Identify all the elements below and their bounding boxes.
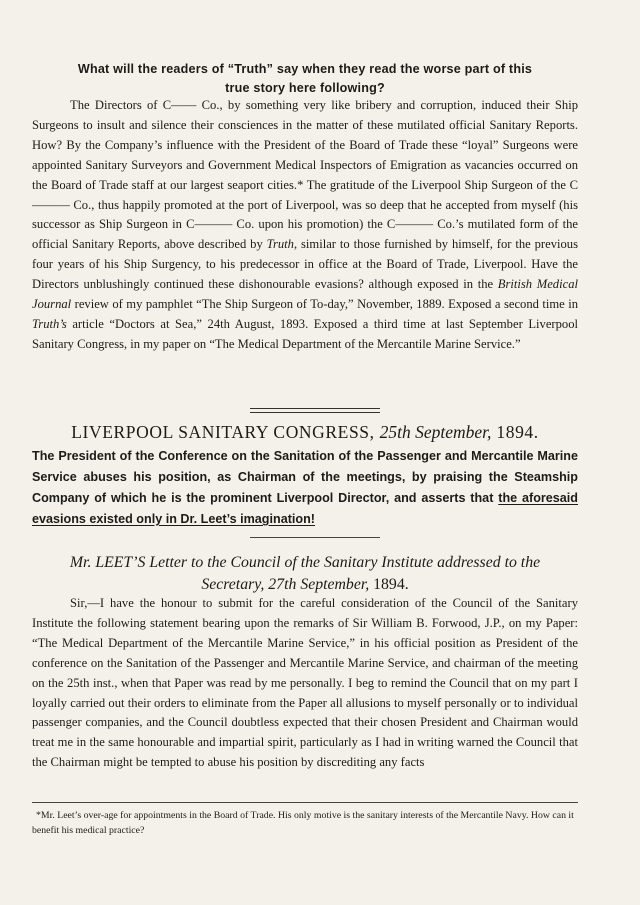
letter-body: Sir,—I have the honour to submit for the careful consideration of the Council of the Sanitary Institute the following statement bearing upon the remarks of Sir William B. Forwood, J.P., on my Paper: “The Medical Department of the Mercantile Marine Service,” in his official position as President of the conference on the Sanitation of the Passenger and Mercantile Marine Service, and chairman of the meeting on the 25th inst., when that Paper was read by me personally. I beg to remind the Council that on my part I loyally carried out their orders to eliminate from the Paper all allusions to myself personally or to individual passenger companies, and the Council doubtless expected that their chosen President and Chairman would treat me in the same honourable and impartial spirit, particularly as I had in writing warned the Council that the Chairman might be tempted to abuse his position by discrediting any facts (32, 596, 578, 770)
letter-title-date: Secretary, 27th September, (201, 576, 370, 593)
para1-text-2: , similar to those furnished by himself, for the previous four years of his Ship Surgency, to his predecessor in office at the Board of Trade, Liverpool. Have the Directors unblushingly continued these dishonourable evasions? although exposed in the (32, 237, 578, 292)
question-heading (32, 60, 578, 98)
footnote-rule (32, 802, 578, 803)
congress-title (32, 421, 578, 443)
para1-text-3: review of my pamphlet “The Ship Surgeon of To-day,” November, 1889. Exposed a second time in (71, 297, 578, 312)
letter-title-line1: Mr. LEET’S Letter to the Council of the Sanitary Institute addressed to the (69, 554, 541, 571)
congress-title-main: LIVERPOOL SANITARY CONGRESS, (71, 422, 380, 442)
congress-statement-underlined: the aforesaid evasions existed only in Dr. Leet’s imagination! (32, 491, 578, 526)
congress-title-year: 1894. (491, 422, 539, 442)
letter-title-year: 1894. (369, 576, 409, 593)
question-heading-line2: true story here following? (225, 81, 385, 95)
congress-statement-body: The President of the Conference on the Sanitation of the Passenger and Mercantile Marine Service abuses his position, as Chairman of the meetings, by praising the Steamship Company of which he is the prominent Liverpool Director, and asserts that (32, 449, 578, 505)
section-divider-2 (250, 537, 380, 538)
congress-statement (32, 446, 578, 530)
footnote: *Mr. Leet’s over-age for appointments in the Board of Trade. His only motive is the sanitary interests of the Mercantile Navy. How can it benefit his medical practice? (32, 810, 574, 836)
section-divider (250, 408, 380, 413)
para1-italic-truth: Truth (266, 237, 294, 252)
letter-title (32, 552, 578, 596)
para1-italic-bmj: British Medical Journal (32, 277, 578, 312)
para1-text-4: article “Doctors at Sea,” 24th August, 1893. Exposed a third time at last September Liverpool Sanitary Congress, in my paper on “The Medical Department of the Mercantile Marine Service.” (32, 316, 578, 351)
para1-text-1: The Directors of C—— Co., by something very like bribery and corruption, induced their Ship Surgeons to insult and silence their consciences in the matter of these mutilated official Sanitary Reports. How? By the Company’s influence with the President of the Board of Trade these “loyal” Surgeons were appointed Sanitary Surveyors and Government Medical Inspectors of Emigration as vacancies occurred on the Board of Trade staff at our largest seaport cities.* The gratitude of the Liverpool Ship Surgeon of the C——— Co., thus happily promoted at the port of Liverpool, was so deep that he accepted from myself (his successor as Ship Surgeon in C——— Co. upon his promotion) the C——— Co.’s mutilated form of the official Sanitary Reports, above described by (32, 98, 578, 252)
paragraph-directors (32, 96, 578, 355)
congress-title-date: 25th September, (379, 422, 492, 442)
para1-italic-truths: Truth’s (32, 316, 67, 331)
question-heading-line1: What will the readers of “Truth” say when they read the worse part of this (77, 62, 533, 76)
